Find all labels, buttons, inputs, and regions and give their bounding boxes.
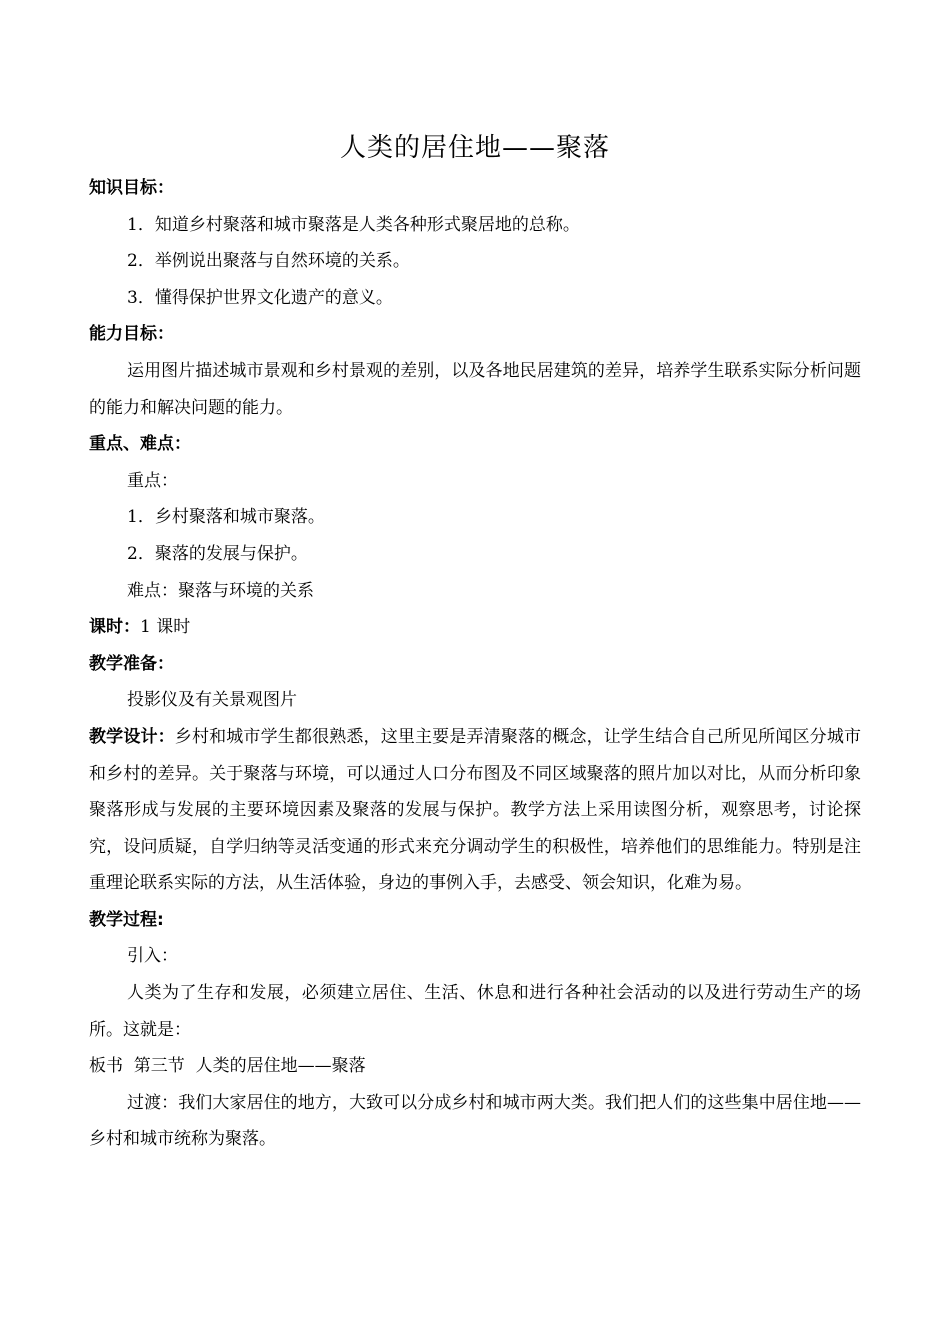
class-hours-heading: 课时： — [89, 617, 140, 638]
ability-goals-text: 运用图片描述城市景观和乡村景观的差别，以及各地民居建筑的差异，培养学生联系实际分析问题的能力和解决问题的能力。 — [89, 360, 861, 418]
knowledge-goal-item: 3．懂得保护世界文化遗产的意义。 — [127, 287, 393, 308]
design-text: 乡村和城市学生都很熟悉，这里主要是弄清聚落的概念，让学生结合自己所见所闻区分城市和乡村的差异。关于聚落与环境，可以通过人口分布图及不同区域聚落的照片加以对比，从而分析印象聚落形成与发展的主要环境因素及聚落的发展与保护。教学方法上采用读图分析，观察思考，讨论探究，设问质疑，自学归纳等灵活变通的形式来充分调动学生的积极性，培养他们的思维能力。特别是注重理论联系实际的方法，从生活体验，身边的事例入手，去感受、领会知识，化难为易。 — [89, 726, 861, 894]
focus-item: 2．聚落的发展与保护。 — [127, 543, 308, 564]
difficulty-text: 难点：聚落与环境的关系 — [127, 580, 314, 601]
document-page — [89, 128, 861, 1158]
preparation-heading: 教学准备： — [89, 653, 174, 674]
design-heading: 教学设计： — [89, 726, 175, 747]
ability-goals-heading: 能力目标： — [89, 324, 174, 345]
design-paragraph — [89, 719, 861, 902]
focus-item: 1．乡村聚落和城市聚落。 — [127, 507, 325, 528]
transition-text: 过渡：我们大家居住的地方，大致可以分成乡村和城市两大类。我们把人们的这些集中居住地——乡村和城市统称为聚落。 — [89, 1092, 861, 1150]
intro-text: 人类为了生存和发展，必须建立居住、生活、休息和进行各种社会活动的以及进行劳动生产的场所。这就是： — [89, 983, 861, 1040]
focus-label: 重点： — [127, 470, 178, 491]
class-hours-row — [89, 609, 861, 646]
knowledge-goal-item: 2．举例说出聚落与自然环境的关系。 — [127, 251, 410, 272]
preparation-text: 投影仪及有关景观图片 — [127, 690, 297, 711]
document-title: 人类的居住地——聚落 — [339, 133, 610, 163]
key-points-heading: 重点、难点： — [89, 434, 191, 455]
class-hours-value: 1 课时 — [140, 617, 191, 638]
board-text: 板书 第三节 人类的居住地——聚落 — [89, 1056, 366, 1077]
knowledge-goal-item: 1．知道乡村聚落和城市聚落是人类各种形式聚居地的总称。 — [127, 214, 580, 235]
intro-label: 引入： — [127, 946, 178, 967]
process-heading: 教学过程: — [89, 909, 164, 930]
knowledge-goals-heading: 知识目标： — [89, 178, 174, 198]
